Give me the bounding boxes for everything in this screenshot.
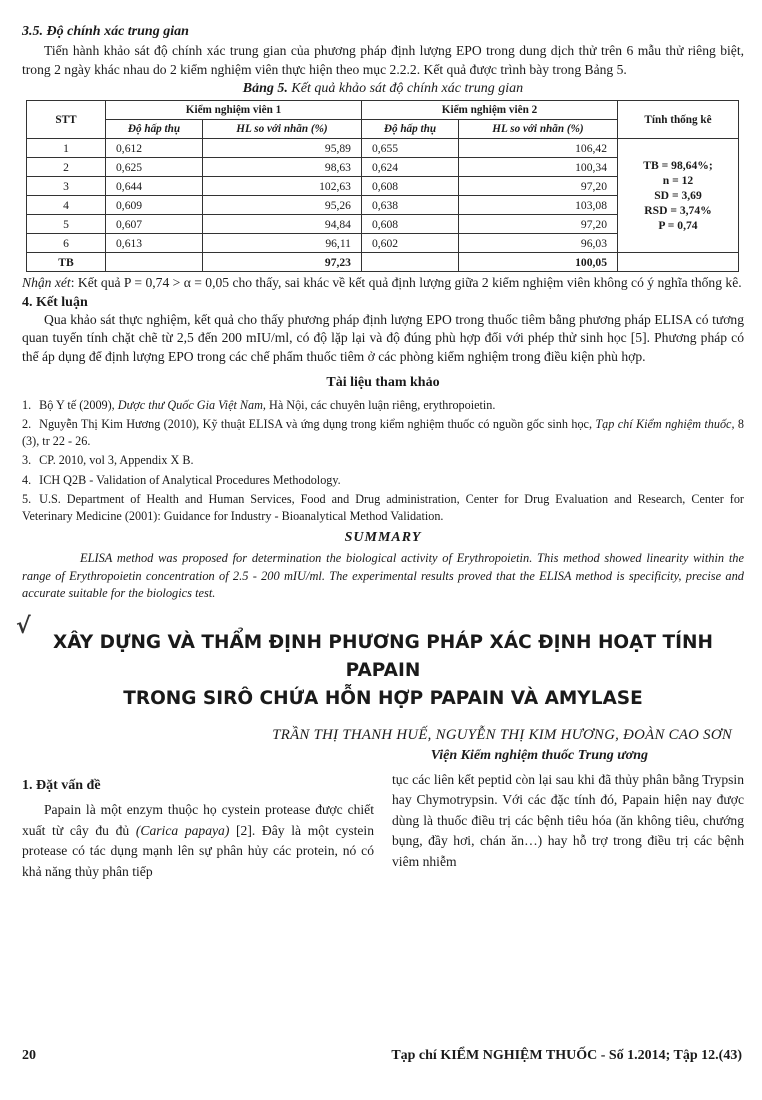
article-body: [22, 770, 744, 883]
cell-absorbance-2: 0,608: [361, 215, 458, 234]
cell-absorbance-1: 0,644: [106, 177, 203, 196]
cell-content-2: 103,08: [458, 196, 617, 215]
stat-n: n = 12: [662, 174, 694, 188]
cell-stt: 6: [27, 234, 106, 253]
cell-empty: [618, 253, 739, 272]
col-header-stats: Tính thống kê: [618, 101, 739, 139]
cell-total-content-1: 97,23: [202, 253, 361, 272]
cell-absorbance-1: 0,625: [106, 158, 203, 177]
cell-content-1: 94,84: [202, 215, 361, 234]
cell-stt: 4: [27, 196, 106, 215]
table-row: [27, 139, 739, 158]
right-column: [392, 770, 744, 883]
cell-content-2: 97,20: [458, 215, 617, 234]
cell-absorbance-1: 0,607: [106, 215, 203, 234]
section-heading-4: 4. Kết luận: [22, 294, 88, 310]
cell-content-1: 102,63: [202, 177, 361, 196]
intro-left-text: Papain là một enzym thuộc họ cystein protease được chiết xuất từ cây đu đủ (Carica papaya) [2]. Đây là một cystein protease có tác dụng mạnh lên sự phân hủy các protein, nó có khả năng thủy phân tiếp: [22, 802, 375, 879]
cell-content-2: 106,42: [458, 139, 617, 158]
cell-content-2: 100,34: [458, 158, 617, 177]
cell-absorbance-1: 0,613: [106, 234, 203, 253]
cell-absorbance-2: 0,638: [361, 196, 458, 215]
article-title: [16, 613, 744, 713]
reference-item: 2. Nguyễn Thị Kim Hương (2010), Kỹ thuật ELISA và ứng dụng trong kiểm nghiệm thuốc có nguồn gốc sinh học, Tạp chí Kiểm nghiệm thuốc, 8 (3), tr 22 - 26.: [22, 417, 744, 448]
cell-stt: 2: [27, 158, 106, 177]
reference-item: 5. U.S. Department of Health and Human Services, Food and Drug administration, Center for Drug Evaluation and Research, Center for Veterinary Medicine (2001): Guidance for Industry - Bioanalytical Method Validation.: [22, 492, 744, 523]
stat-mean: TB = 98,64%;: [643, 159, 713, 173]
cell-content-1: 96,11: [202, 234, 361, 253]
stat-sd: SD = 3,69: [654, 189, 702, 203]
stats-cell: [618, 139, 739, 253]
cell-content-1: 95,26: [202, 196, 361, 215]
col-header-absorbance-2: Độ hấp thụ: [361, 120, 458, 139]
table-caption: [22, 81, 744, 97]
col-header-analyst-1: Kiểm nghiệm viên 1: [106, 101, 362, 120]
cell-absorbance-2: 0,602: [361, 234, 458, 253]
section-4-paragraph: Qua khảo sát thực nghiệm, kết quả cho thấy phương pháp định lượng EPO trong thuốc tiêm bằng phương pháp ELISA có tương quan tuyến tính chặt chẽ từ 2,5 đến 200 mIU/ml, có độ lặp lại và độ đúng phù hợp đối với phép thử sinh học [5]. Phương pháp có thể áp dụng để định lượng EPO trong các chế phẩm thuốc tiêm ở các phòng kiểm nghiệm trong điều kiện phù hợp.: [22, 311, 744, 364]
table-caption-text: Kết quả khảo sát độ chính xác trung gian: [291, 81, 524, 97]
left-column: [22, 770, 374, 883]
results-table: [26, 100, 739, 272]
page-number: 20: [22, 1048, 36, 1063]
stat-rsd: RSD = 3,74%: [644, 204, 712, 218]
col-header-content-2: HL so với nhãn (%): [458, 120, 617, 139]
note-label: Nhận xét: [22, 275, 71, 291]
cell-absorbance-1: 0,609: [106, 196, 203, 215]
page-footer: [22, 1048, 742, 1064]
col-header-analyst-2: Kiểm nghiệm viên 2: [361, 101, 617, 120]
intro-right-text: tục các liên kết peptid còn lại sau khi đã thủy phân bằng Trypsin hay Chymotrypsin. Với các đặc tính đó, Papain hiện nay được dùng là thuốc điều trị các bệnh tiêu hóa (ăn không tiêu, chướng bụng, đầy hơi, chán ăn…) hay hỗ trợ trong điều trị các bệnh viêm nhiễm: [392, 771, 744, 869]
cell-total-content-2: 100,05: [458, 253, 617, 272]
table-caption-label: Bảng 5.: [242, 81, 288, 97]
checkmark-icon: √: [16, 613, 31, 639]
cell-content-2: 97,20: [458, 177, 617, 196]
cell-stt: 1: [27, 139, 106, 158]
stat-p: P = 0,74: [658, 219, 698, 233]
reference-item: 3. CP. 2010, vol 3, Appendix X B.: [22, 453, 194, 468]
summary-title: SUMMARY: [344, 530, 422, 546]
col-header-absorbance-1: Độ hấp thụ: [106, 120, 203, 139]
summary-text: ELISA method was proposed for determination the biological activity of Erythropoietin. This method showed linearity within the range of Erythropoietin concentration of 2.5 - 200 mIU/ml. The experimental results proved that the ELISA method is specificity, precise and accurate suitable for the biologics test.: [22, 551, 744, 601]
references-title: Tài liệu tham khảo: [326, 374, 440, 390]
article-title-line-1: XÂY DỰNG VÀ THẨM ĐỊNH PHƯƠNG PHÁP XÁC ĐỊNH HOẠT TÍNH PAPAIN: [52, 631, 714, 681]
journal-name: Tạp chí KIỂM NGHIỆM THUỐC - Số 1.2014; Tập 12.(43): [391, 1048, 742, 1063]
article-title-line-2: TRONG SIRÔ CHỨA HỖN HỢP PAPAIN VÀ AMYLASE: [123, 687, 643, 709]
cell-absorbance-2: 0,608: [361, 177, 458, 196]
cell-absorbance-2: 0,655: [361, 139, 458, 158]
cell-content-2: 96,03: [458, 234, 617, 253]
reference-item: 4. ICH Q2B - Validation of Analytical Procedures Methodology.: [22, 472, 341, 487]
col-header-content-1: HL so với nhãn (%): [202, 120, 361, 139]
cell-stt: 5: [27, 215, 106, 234]
article-authors: TRẦN THỊ THANH HUẾ, NGUYỄN THỊ KIM HƯƠNG, ĐOÀN CAO SƠN: [272, 726, 732, 743]
intro-heading: 1. Đặt vấn đề: [22, 777, 101, 793]
table-total-row: [27, 253, 739, 272]
section-heading-3-5: 3.5. Độ chính xác trung gian: [22, 24, 189, 39]
cell-absorbance-1: 0,612: [106, 139, 203, 158]
cell-empty: [106, 253, 203, 272]
cell-empty: [361, 253, 458, 272]
col-header-stt: STT: [27, 101, 106, 139]
cell-content-1: 98,63: [202, 158, 361, 177]
article-institution: Viện Kiểm nghiệm thuốc Trung ương: [430, 747, 648, 763]
section-3-5-paragraph: Tiến hành khảo sát độ chính xác trung gian của phương pháp định lượng EPO trong dung dịch thử trên 6 mẫu thử riêng biệt, trong 2 ngày khác nhau do 2 kiểm nghiệm viên thực hiện theo mục 2.2.2. Kết quả được trình bày trong Bảng 5.: [22, 43, 744, 77]
note-text: : Kết quả P = 0,74 > α = 0,05 cho thấy, sai khác về kết quả định lượng giữa 2 kiểm nghiệm viên không có ý nghĩa thống kê.: [70, 275, 742, 291]
table-note: [22, 274, 744, 293]
page: [16, 24, 744, 882]
cell-absorbance-2: 0,624: [361, 158, 458, 177]
cell-total-label: TB: [27, 253, 106, 272]
reference-item: 1. Bộ Y tế (2009), Dược thư Quốc Gia Việt Nam, Hà Nội, các chuyên luận riêng, erythropoietin.: [22, 397, 496, 412]
cell-stt: 3: [27, 177, 106, 196]
cell-content-1: 95,89: [202, 139, 361, 158]
